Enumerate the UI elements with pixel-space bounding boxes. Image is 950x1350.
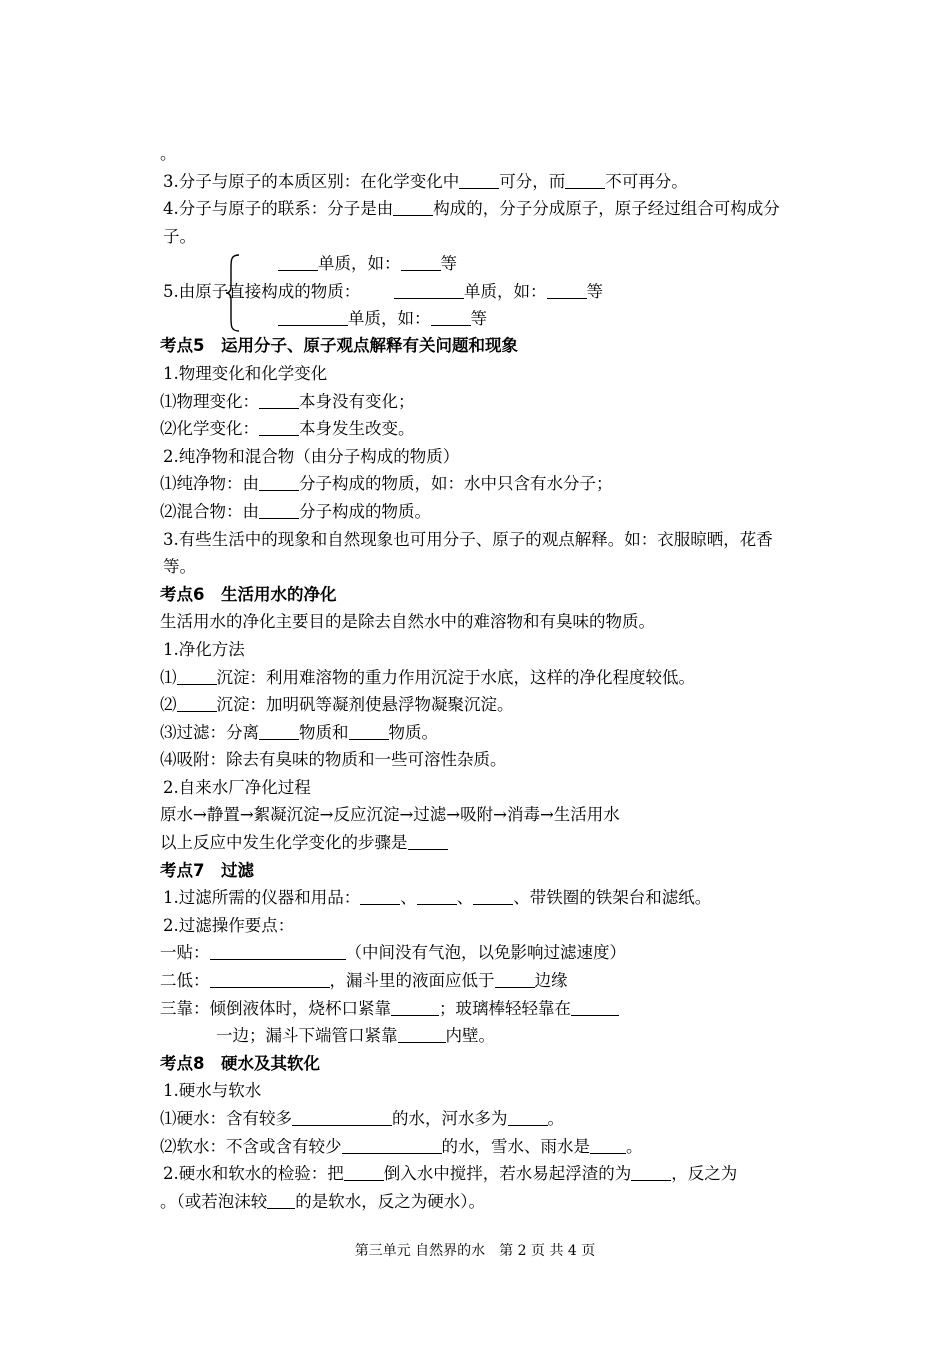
text-line: 2.自来水厂净化过程 [163,777,311,797]
fill-blank[interactable] [342,1137,442,1154]
text-line: ⑴硬水：含有较多 的水，河水多为 。 [160,1109,564,1128]
section-heading: 考点6 生活用水的净化 [160,584,337,604]
section-heading: 考点8 硬水及其软化 [160,1053,320,1073]
fill-blank[interactable] [508,1109,548,1126]
text-line: 2.纯净物和混合物（由分子构成的物质） [163,446,460,466]
text-line: ⑴物理变化： 本身没有变化； [160,391,415,411]
text-line: 生活用水的净化主要目的是除去自然水中的难溶物和有臭味的物质。 [160,612,655,632]
document-body [160,140,800,1215]
section-heading: 考点7 过滤 [160,860,254,880]
text-line: 。（或若泡沫较 的是软水，反之为硬水）。 [160,1191,485,1211]
text-line: 1.净化方法 [163,639,245,659]
fill-blank[interactable] [267,1192,295,1209]
fill-blank[interactable] [565,172,605,189]
text-line: 1.过滤所需的仪器和用品： 、 、 、带铁圈的铁架台和滤纸。 [163,888,712,908]
brace-label: 5.由原子直接构成的物质： [163,282,361,302]
fill-blank[interactable] [391,999,439,1016]
text-line: ⑷吸附：除去有臭味的物质和一些可溶性杂质。 [160,750,507,770]
text-line: 一边；漏斗下端管口紧靠 内壁。 [216,1026,495,1046]
text-line: 3.有些生活中的现象和自然现象也可用分子、原子的观点解释。如：衣服晾晒，花香等。 [163,529,773,577]
fill-blank[interactable] [590,1137,626,1154]
text-line: ⑵混合物：由 分子构成的物质。 [160,501,431,521]
text-line: ⑶过滤：分离 物质和 物质。 [160,722,438,742]
fill-blank[interactable] [417,888,457,905]
fill-blank[interactable] [259,723,299,740]
fill-blank[interactable] [210,971,330,988]
fill-blank[interactable] [459,172,499,189]
fill-blank[interactable] [259,419,299,436]
text-line: 原水→静置→絮凝沉淀→反应沉淀→过滤→吸附→消毒→生活用水 [160,805,620,825]
brace-row: 单质，如： 等 [278,305,487,333]
fill-blank[interactable] [292,1109,392,1126]
fill-blank[interactable] [177,668,217,685]
text-line: ⑵软水：不含或含有较少 的水，雪水、雨水是 。 [160,1136,643,1156]
fill-blank[interactable] [408,833,448,850]
fill-blank[interactable] [210,943,346,960]
brace-row: 单质，如： 等 [394,278,603,306]
fill-blank[interactable] [278,309,348,326]
text-line: ⑴纯净物：由 分子构成的物质，如：水中只含有水分子； [160,474,613,494]
fill-blank[interactable] [571,999,619,1016]
section-heading: 考点5 运用分子、原子观点解释有关问题和现象 [160,336,518,356]
text-line: 4.分子与原子的联系：分子是由 构成的，分子分成原子，原子经过组合可构成分子。 [163,199,780,246]
fill-blank[interactable] [473,888,513,905]
text-line: ⑵ 沉淀：加明矾等凝剂使悬浮物凝聚沉淀。 [160,695,514,715]
fill-blank[interactable] [360,888,400,905]
brace-row: 单质，如： 等 [278,250,457,278]
fill-blank[interactable] [398,1026,446,1043]
text-line: 2.过滤操作要点： [163,915,295,935]
curly-brace-icon [226,254,240,332]
fill-blank[interactable] [431,309,471,326]
fill-blank[interactable] [344,1164,384,1181]
text-line: 二低： ，漏斗里的液面应低于 边缘 [160,971,568,991]
text-line: 一贴： （中间没有气泡，以免影响过滤速度） [160,943,626,963]
text-line: 2.硬水和软水的检验：把 倒入水中搅拌，若水易起浮渣的为 ，反之为 [163,1164,738,1184]
text-line: 3.分子与原子的本质区别：在化学变化中 可分，而 不可再分。 [163,171,688,191]
text-line: ⑵化学变化： 本身发生改变。 [160,419,415,439]
fill-blank[interactable] [401,254,441,271]
fill-blank[interactable] [259,502,299,519]
page-footer: 第三单元 自然界的水 第 2 页 共 4 页 [354,1243,596,1259]
fill-blank[interactable] [547,282,587,299]
fill-blank[interactable] [177,695,217,712]
fill-blank[interactable] [394,282,464,299]
fill-blank[interactable] [631,1164,671,1181]
fill-blank[interactable] [278,254,318,271]
fill-blank[interactable] [495,971,535,988]
text-line: 三靠：倾倒液体时，烧杯口紧靠 ；玻璃棒轻轻靠在 [160,995,800,1023]
fill-blank[interactable] [393,199,433,216]
fill-blank[interactable] [349,723,389,740]
text-line: 1.硬水与软水 [163,1081,262,1101]
text-line: 。 [160,144,177,163]
fill-blank[interactable] [259,474,299,491]
fill-blank[interactable] [259,392,299,409]
text-line: 1.物理变化和化学变化 [163,363,328,383]
text-line: 以上反应中发生化学变化的步骤是 [160,829,800,857]
text-line: ⑴ 沉淀：利用难溶物的重力作用沉淀于水底，这样的净化程度较低。 [160,667,695,687]
brace-group [160,250,800,332]
